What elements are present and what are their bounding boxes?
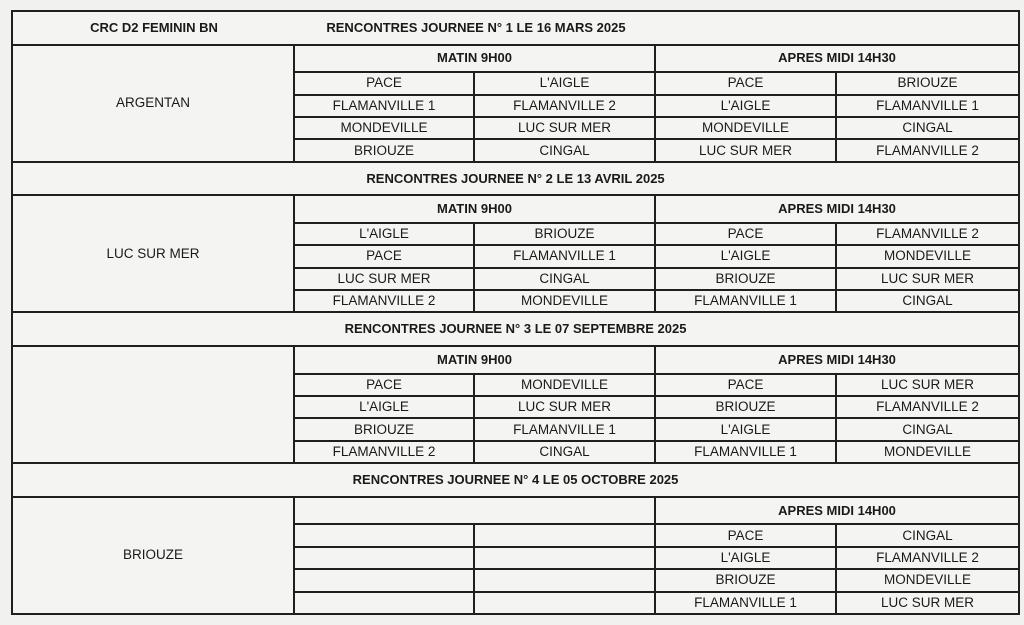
match-team	[474, 524, 655, 546]
match-team: PACE	[655, 374, 836, 396]
match-team: FLAMANVILLE 1	[836, 95, 1019, 117]
match-team: LUC SUR MER	[836, 374, 1019, 396]
match-team: LUC SUR MER	[655, 139, 836, 161]
match-team: CINGAL	[836, 524, 1019, 546]
match-team: FLAMANVILLE 1	[474, 245, 655, 267]
match-team: PACE	[294, 245, 474, 267]
match-team	[294, 569, 474, 591]
match-team: CINGAL	[836, 290, 1019, 312]
match-team: MONDEVILLE	[474, 374, 655, 396]
match-team: PACE	[294, 374, 474, 396]
match-team: FLAMANVILLE 1	[655, 441, 836, 463]
round-4-morning-label	[294, 497, 655, 525]
match-team: BRIOUZE	[655, 268, 836, 290]
match-team: PACE	[655, 524, 836, 546]
match-team: LUC SUR MER	[836, 592, 1019, 614]
match-team: PACE	[655, 72, 836, 94]
document-header	[12, 11, 1019, 45]
match-team: BRIOUZE	[655, 569, 836, 591]
match-team: L'AIGLE	[655, 95, 836, 117]
match-team	[474, 569, 655, 591]
match-team: BRIOUZE	[294, 139, 474, 161]
match-team: FLAMANVILLE 2	[836, 396, 1019, 418]
match-team	[474, 592, 655, 614]
match-team: CINGAL	[474, 268, 655, 290]
match-team: LUC SUR MER	[474, 396, 655, 418]
match-team: L'AIGLE	[474, 72, 655, 94]
match-team: L'AIGLE	[655, 245, 836, 267]
match-team: L'AIGLE	[655, 547, 836, 569]
match-team: LUC SUR MER	[836, 268, 1019, 290]
match-team: BRIOUZE	[655, 396, 836, 418]
match-team: L'AIGLE	[655, 418, 836, 440]
round-3-afternoon-label: APRES MIDI 14H30	[655, 346, 1019, 374]
round-3-venue	[12, 346, 294, 463]
match-team: L'AIGLE	[294, 223, 474, 245]
match-team: MONDEVILLE	[836, 569, 1019, 591]
match-team: CINGAL	[474, 139, 655, 161]
round-4-venue: BRIOUZE	[12, 497, 294, 614]
match-team	[294, 592, 474, 614]
round-3-title: RENCONTRES JOURNEE N° 3 LE 07 SEPTEMBRE 2025	[12, 312, 1019, 346]
match-team: LUC SUR MER	[474, 117, 655, 139]
round-2-afternoon-label: APRES MIDI 14H30	[655, 195, 1019, 223]
match-team: FLAMANVILLE 2	[294, 290, 474, 312]
round-1-title: RENCONTRES JOURNEE N° 1 LE 16 MARS 2025	[326, 19, 626, 35]
round-4-afternoon-label: APRES MIDI 14H00	[655, 497, 1019, 525]
match-team: MONDEVILLE	[655, 117, 836, 139]
match-team: CINGAL	[474, 441, 655, 463]
match-team	[294, 547, 474, 569]
match-team: FLAMANVILLE 2	[474, 95, 655, 117]
match-team: FLAMANVILLE 2	[294, 441, 474, 463]
match-team: FLAMANVILLE 2	[836, 223, 1019, 245]
match-team: FLAMANVILLE 2	[836, 139, 1019, 161]
match-team: MONDEVILLE	[474, 290, 655, 312]
round-2-title: RENCONTRES JOURNEE N° 2 LE 13 AVRIL 2025	[12, 162, 1019, 196]
round-4-title: RENCONTRES JOURNEE N° 4 LE 05 OCTOBRE 2025	[12, 463, 1019, 497]
round-3-morning-label: MATIN 9H00	[294, 346, 655, 374]
match-team: L'AIGLE	[294, 396, 474, 418]
match-team: MONDEVILLE	[294, 117, 474, 139]
competition-title: CRC D2 FEMININ BN	[90, 19, 218, 35]
round-2-venue: LUC SUR MER	[12, 195, 294, 312]
match-team: MONDEVILLE	[836, 441, 1019, 463]
match-team	[474, 547, 655, 569]
match-team: BRIOUZE	[836, 72, 1019, 94]
round-1-venue: ARGENTAN	[12, 45, 294, 162]
schedule-table	[11, 10, 1020, 615]
match-team: FLAMANVILLE 1	[294, 95, 474, 117]
match-team: PACE	[655, 223, 836, 245]
round-1-morning-label: MATIN 9H00	[294, 45, 655, 73]
match-team: FLAMANVILLE 1	[474, 418, 655, 440]
match-team: FLAMANVILLE 2	[836, 547, 1019, 569]
match-team	[294, 524, 474, 546]
match-team: CINGAL	[836, 418, 1019, 440]
match-team: BRIOUZE	[474, 223, 655, 245]
match-team: FLAMANVILLE 1	[655, 290, 836, 312]
match-team: PACE	[294, 72, 474, 94]
match-team: FLAMANVILLE 1	[655, 592, 836, 614]
round-1-afternoon-label: APRES MIDI 14H30	[655, 45, 1019, 73]
match-team: MONDEVILLE	[836, 245, 1019, 267]
match-team: BRIOUZE	[294, 418, 474, 440]
match-team: CINGAL	[836, 117, 1019, 139]
match-team: LUC SUR MER	[294, 268, 474, 290]
round-2-morning-label: MATIN 9H00	[294, 195, 655, 223]
